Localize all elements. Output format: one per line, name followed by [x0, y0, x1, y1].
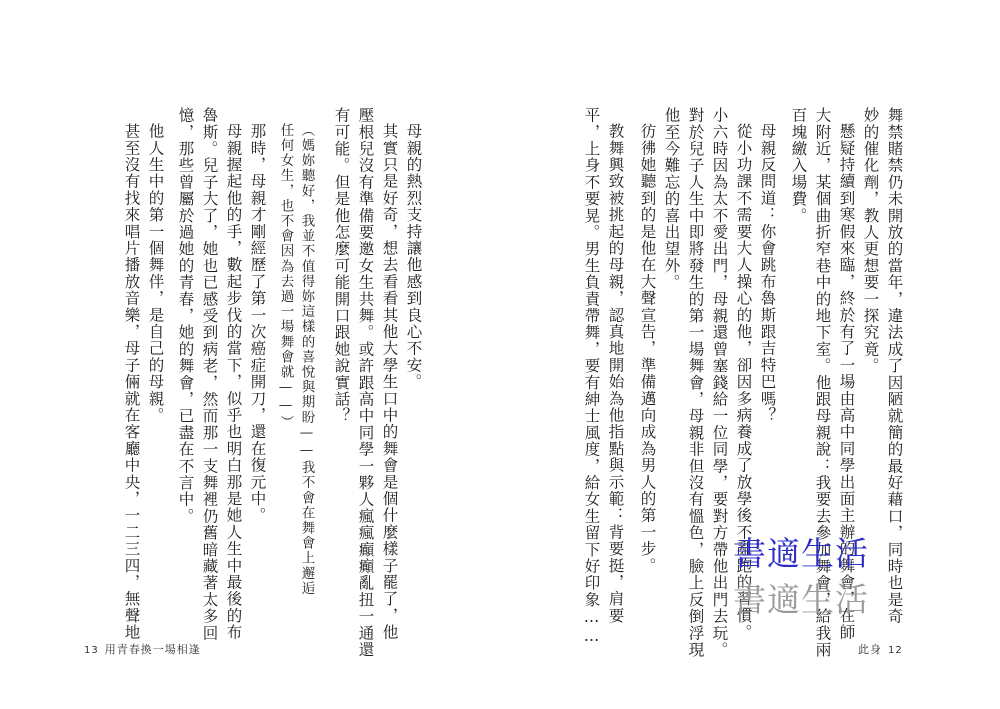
text-column: 母親握起他的手，數起步伐的當下，似乎也明白那是她人生中最後的布: [224, 123, 243, 641]
running-title: 此身: [858, 643, 882, 656]
text-column: 百塊繳入場費。: [789, 107, 808, 224]
running-title: 用青春換一場相逢: [104, 643, 201, 656]
text-column: 懸疑持續到寒假來臨，終於有了一場由高中同學出面主辦的舞會，在師: [837, 123, 856, 641]
text-column: 母親反問道：你會跳布魯斯跟吉特巴嗎？: [758, 123, 777, 424]
text-column: 彷彿她聽到的是他在大聲宣告，準備邁向成為男人的第一步。: [638, 123, 657, 574]
text-column: 從小功課不需要大人操心的他，卻因多病養成了放學後不亂跑的習慣。: [734, 123, 753, 641]
page-number: 12: [888, 645, 903, 656]
aside-note: （媽妳聽好，我並不值得妳這樣的喜悅與期盼——我不會在舞會上邂逅: [298, 123, 315, 597]
text-column: 壓根兒沒有準備要邀女生共舞。或許跟高中同學一夥人瘋瘋癲癲亂扭一通還: [356, 107, 375, 659]
watermark-secondary: 書適生活: [733, 580, 869, 619]
watermark-primary: 書適生活: [733, 534, 869, 573]
text-column: 妙的催化劑，教人更想要一探究竟。: [861, 107, 880, 375]
aside-note: 任何女生，也不會因為去過一場舞會就——）: [277, 123, 294, 430]
text-column: 對於兒子人生中即將發生的第一場舞會，母親非但沒有慍色，臉上反倒浮現: [686, 107, 705, 659]
text-column: 他至今難忘的喜出望外。: [662, 107, 681, 291]
text-column: 母親的熱烈支持讓他感到良心不安。: [404, 123, 423, 391]
text-column: 他人生中的第一個舞伴，是自己的母親。: [146, 123, 165, 424]
text-column: 大附近，某個曲折窄巷中的地下室。他跟母親說：我要去參加舞會，給我兩: [813, 107, 832, 659]
page-footer-left: [78, 641, 201, 657]
page-number: 13: [84, 645, 99, 656]
text-column: 有可能。但是他怎麼可能開口跟她說實話？: [332, 107, 351, 425]
text-column: 小六時因為太不愛出門，母親還曾塞錢給一位同學，要對方帶他出門去玩。: [710, 107, 729, 659]
text-column: 舞禁賭禁仍未開放的當年，違法成了因陋就簡的最好藉口，同時也是奇: [885, 107, 904, 625]
text-column: 甚至沒有找來唱片播放音樂，母子倆就在客廳中央，一二三四，無聲地: [122, 123, 141, 641]
text-column: 魯斯。兒子大了，她也已感受到病老，然而那一支舞裡仍舊暗藏著太多回: [200, 107, 219, 642]
text-column: 平，上身不要晃。男生負責帶舞，要有紳士風度，給女生留下好印象……: [582, 107, 601, 647]
text-column: 其實只是好奇，想去看看其他大學生口中的舞會是個什麼樣子罷了，他: [380, 123, 399, 641]
text-column: 教舞興致被挑起的母親，認真地開始為他指點與示範：背要挺，肩要: [606, 123, 625, 624]
gutter: [499, 0, 500, 709]
text-column: 憶，那些曾屬於過她的青春，她的舞會，已盡在不言中。: [176, 107, 195, 525]
text-column: 那時，母親才剛經歷了第一次癌症開刀，還在復元中。: [248, 123, 267, 524]
page-footer-right: [858, 641, 909, 657]
